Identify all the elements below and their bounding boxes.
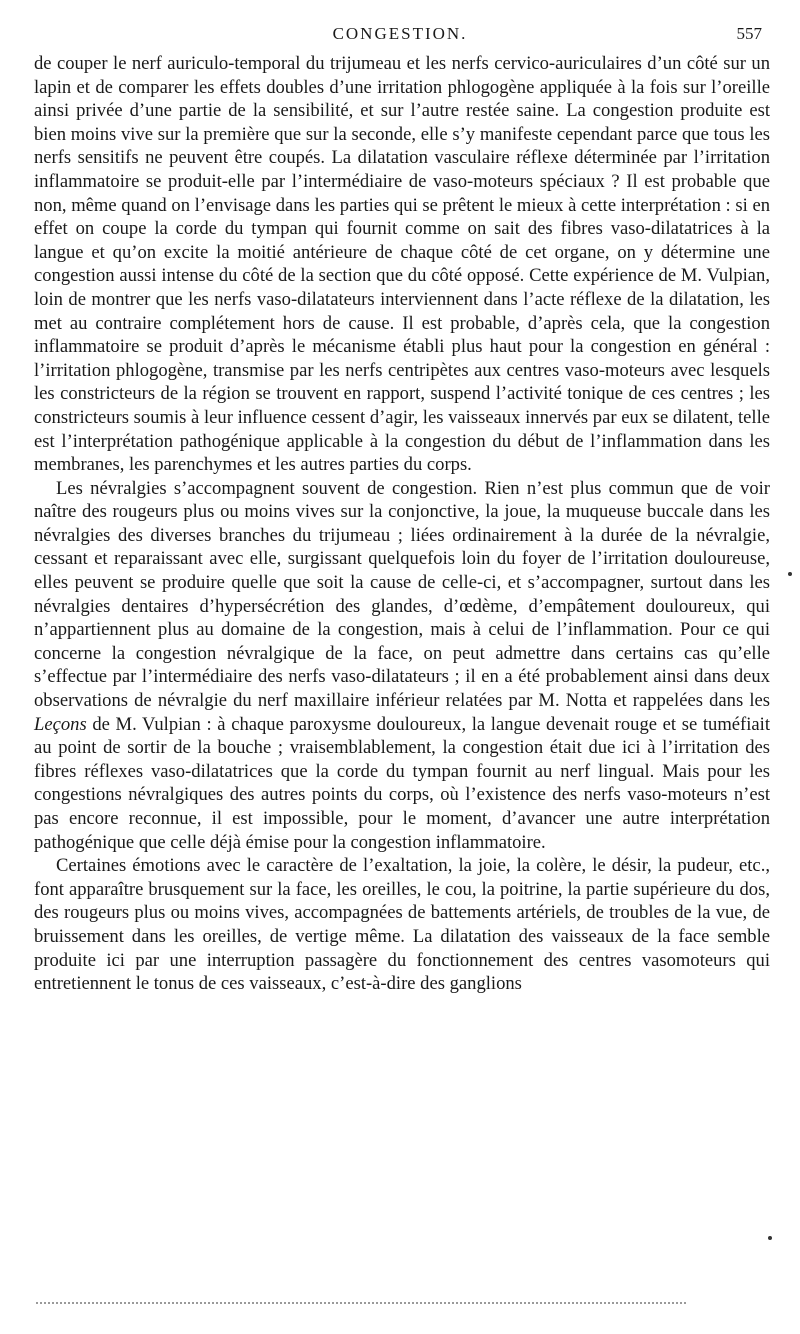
paragraph <box>34 52 770 477</box>
text-run: de M. Vulpian : à chaque paroxysme douloureux, la langue devenait rouge et se tuméfiait au point de sortir de la bouche ; vraisemblablement, la congestion était due ici à l’irritation des fibres réflexes vaso-dilatatrices que la corde du tympan fournit au nerf lingual. Mais pour les congestions névralgiques des autres points du corps, où l’existence des nerfs vaso-moteurs n’est pas encore reconnue, il est impossible, pour le moment, d’avancer une autre interprétation pathogénique que celle déjà émise pour la congestion inflammatoire. <box>34 713 770 853</box>
text-run: Les névralgies s’accompagnent souvent de congestion. Rien n’est plus commun que de voir naître des rougeurs plus ou moins vives sur la conjonctive, la joue, la muqueuse buccale dans les névralgies des diverses branches du trijumeau ; liées ordinairement à la durée de la névralgie, cessant et reparaissant avec elle, surgissant quelquefois loin du foyer de l’irritation douloureuse, elles peuvent se produire quelle que soit la cause de celle-ci, et s’accompagner, surtout dans les névralgies dentaires d’hypersécrétion des glandes, d’œdème, d’empâtement douloureux, qui n’appartiennent plus au domaine de la congestion, mais à celui de l’inflammation. Pour ce qui concerne la congestion névralgique de la face, on peut admettre dans certains cas qu’elle s’effectue par l’intermédiaire des nerfs vaso-dilatateurs ; il en a été probablement ainsi dans deux observations de névralgie du nerf maxillaire inférieur relatées par M. Notta et rappelées dans les <box>34 477 770 712</box>
footer-print-rule <box>36 1302 686 1304</box>
document-page <box>20 20 780 996</box>
paragraph <box>34 854 770 996</box>
paragraph <box>34 477 770 855</box>
running-title: CONGESTION. <box>332 24 468 43</box>
italic-title: Leçons <box>34 713 87 735</box>
text-run: de couper le nerf auriculo-temporal du trijumeau et les nerfs cervico-auriculaires d’un côté sur un lapin et de comparer les effets doubles d’une irritation phlogogène appliquée à la fois sur l’oreille ainsi privée d’une partie de la sensibilité, et sur l’autre restée saine. La congestion produite est bien moins vive sur la première que sur la seconde, elle s’y manifeste cependant parce que tous les nerfs sensitifs ne peuvent être coupés. La dilatation vasculaire réflexe déterminée par l’irritation inflammatoire se produit-elle par l’intermédiaire de vaso-moteurs spéciaux ? Il est probable que non, même quand on l’envisage dans les parties qui se prêtent le mieux à cette interprétation : si en effet on coupe la corde du tympan qui fournit comme on sait des fibres vaso-dilatatrices à la langue et qu’on excite la moitié antérieure de chaque côté de cet organe, on y détermine une congestion aussi intense du côté de la section que du côté opposé. Cette expérience de M. Vulpian, loin de montrer que les nerfs vaso-dilatateurs interviennent dans l’acte réflexe de la dilatation, les met au contraire complétement hors de cause. Il est probable, d’après cela, que la congestion inflammatoire se produit d’après le mécanisme établi plus haut pour la congestion en général : l’irritation phlogogène, transmise par les nerfs centripètes aux centres vaso-moteurs avec lesquels les constricteurs de la région se trouvent en rapport, suspend l’activité tonique de ces centres ; les constricteurs soumis à leur influence cessent d’agir, les vaisseaux innervés par eux se dilatent, telle est l’interprétation pathogénique applicable à la congestion du début de l’inflammation dans les membranes, les parenchymes et les autres parties du corps. <box>34 53 770 476</box>
ink-speck <box>788 572 792 576</box>
page-number: 557 <box>736 24 762 43</box>
body-text <box>20 52 780 996</box>
page-header <box>20 20 780 46</box>
ink-speck <box>768 1236 772 1240</box>
text-run: Certaines émotions avec le caractère de l’exaltation, la joie, la colère, le désir, la pudeur, etc., font apparaître brusquement sur la face, les oreilles, le cou, la poitrine, la partie supérieure du dos, des rougeurs plus ou moins vives, accompagnées de battements artériels, de troubles de la vue, de bruissement dans les oreilles, de vertige même. La dilatation des vaisseaux de la face semble produite ici par une interruption passagère du fonctionnement des centres vasomoteurs qui entretiennent le tonus de ces vaisseaux, c’est-à-dire des ganglions <box>34 855 770 995</box>
